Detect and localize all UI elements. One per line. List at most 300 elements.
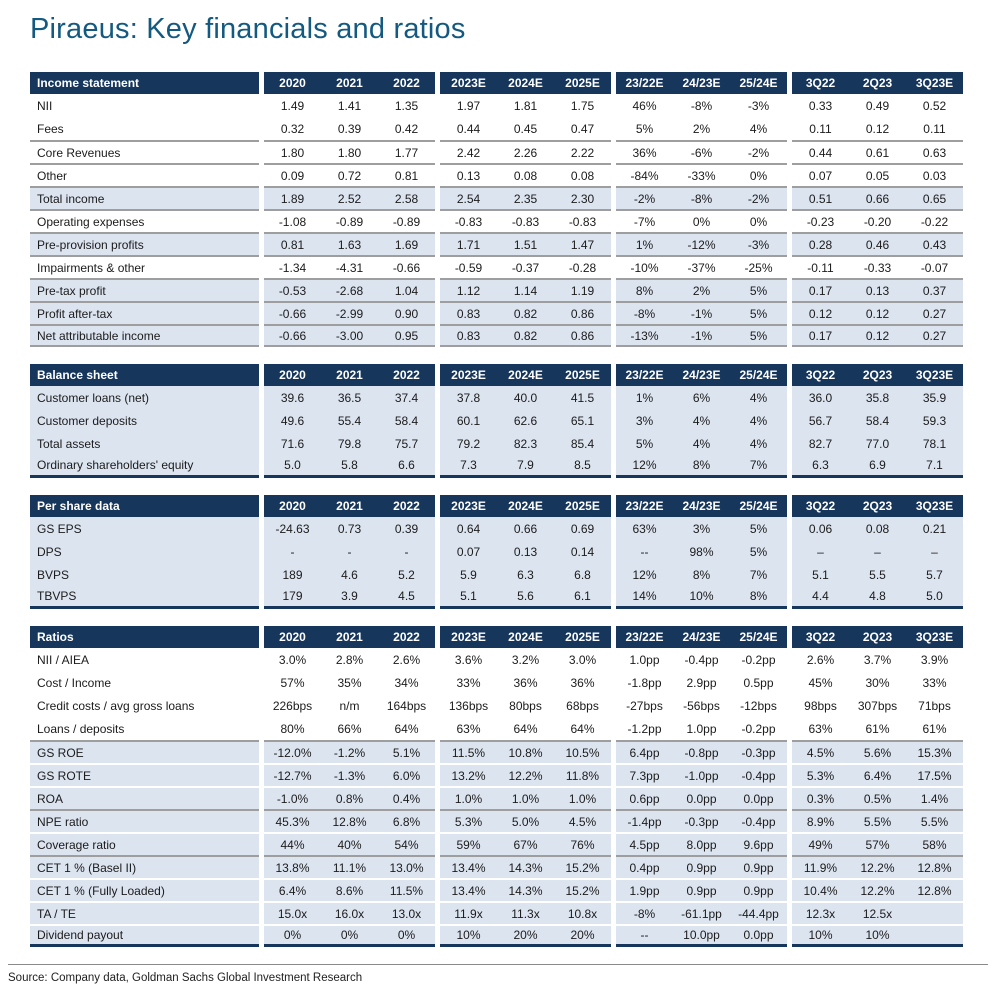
value-cell: 2.8% [335,652,364,667]
table-row-loans-deposits [30,717,966,740]
column-header: 2020 [264,364,321,386]
section-title: Ratios [30,626,259,648]
value-cell: 5.6 [497,586,554,609]
value-cell: 1.4% [906,786,963,809]
table-row-roa [30,786,966,809]
value-cell: 13.8% [264,855,321,878]
value-cell: 46% [632,98,657,113]
value-cell: 5.1 [792,563,849,586]
table-row-nii [30,94,966,117]
value-cell: 36% [570,675,595,690]
column-header: 2025E [554,626,611,648]
value-cell: 0.66 [497,517,554,540]
value-cell: 17.5% [906,763,963,786]
value-cell: 98bps [804,698,837,713]
value-cell: 0% [730,163,787,186]
value-cell: 226bps [272,698,313,713]
value-cell: - [378,540,435,563]
table-row-pre-tax-profit [30,278,966,301]
value-cell: 0.6pp [616,786,673,809]
value-cell: 7% [730,563,787,586]
value-cell: 0.12 [792,301,849,324]
value-cell: 12.2% [497,763,554,786]
column-header: 3Q22 [792,495,849,517]
column-header: 2023E [440,72,497,94]
value-cell: 16.0x [321,901,378,924]
value-cell: -4.31 [321,255,378,278]
table-row-dps [30,540,966,563]
value-cell: 4.8 [849,586,906,609]
row-label: Pre-provision profits [30,232,259,255]
row-label: Ordinary shareholders' equity [30,455,259,478]
value-cell: -0.83 [554,209,611,232]
column-header: 3Q22 [792,364,849,386]
value-cell: 8% [673,455,730,478]
section-title: Balance sheet [30,364,259,386]
table-row-profit-after-tax [30,301,966,324]
table-row-total-assets [30,432,966,455]
value-cell: 4.4 [792,586,849,609]
column-header: 2024E [497,364,554,386]
value-cell: 5% [730,517,787,540]
value-cell: 55.4 [321,409,378,432]
value-cell: -2% [616,186,673,209]
value-cell: -0.22 [906,209,963,232]
column-header: 3Q23E [906,495,963,517]
value-cell: 78.1 [906,432,963,455]
value-cell: 14.3% [497,878,554,901]
table-row-npe-ratio [30,809,966,832]
column-header: 2025E [554,495,611,517]
value-cell: 36.5 [321,386,378,409]
value-cell: 4.5 [378,586,435,609]
financial-tables [30,72,966,947]
value-cell: 98% [673,540,730,563]
value-cell: -0.89 [378,209,435,232]
value-cell: 6.0% [378,763,435,786]
value-cell: 0.61 [849,140,906,163]
value-cell: 6.8% [378,809,435,832]
value-cell: 6.4% [264,878,321,901]
column-header: 3Q23E [906,626,963,648]
value-cell: 10.8% [497,740,554,763]
value-cell: 4.5% [554,809,611,832]
value-cell: 37.4 [378,386,435,409]
row-label: Cost / Income [37,675,112,690]
value-cell: 40% [321,832,378,855]
value-cell: 7.1 [906,455,963,478]
row-label: Credit costs / avg gross loans [37,698,195,713]
value-cell: -24.63 [264,517,321,540]
value-cell: 0.27 [906,301,963,324]
value-cell: 0.08 [497,163,554,186]
value-cell: 1.63 [321,232,378,255]
column-header: 3Q22 [792,626,849,648]
value-cell: 2% [673,278,730,301]
value-cell: 68bps [566,698,599,713]
value-cell: 12.8% [321,809,378,832]
value-cell: 13.0% [378,855,435,878]
value-cell: 0% [264,924,321,947]
table-row-cet-1-basel-ii [30,855,966,878]
value-cell: 5% [730,278,787,301]
value-cell: -0.2pp [741,652,776,667]
value-cell: 1.0pp [629,652,660,667]
value-cell: 1.0pp [686,721,717,736]
column-header: 2020 [264,495,321,517]
column-header: 25/24E [730,626,787,648]
table-row-credit-costs-avg-gross-loans [30,694,966,717]
value-cell: 79.8 [321,432,378,455]
value-cell: 0.51 [792,186,849,209]
value-cell: 85.4 [554,432,611,455]
value-cell: 1.89 [264,186,321,209]
value-cell: 3.2% [511,652,540,667]
value-cell: 14.3% [497,855,554,878]
value-cell: -56bps [683,698,720,713]
value-cell: 63% [808,721,833,736]
value-cell: -1.8pp [627,675,662,690]
value-cell: 0.82 [497,324,554,347]
value-cell: 11.1% [321,855,378,878]
value-cell: 80% [280,721,305,736]
value-cell: -0.2pp [741,721,776,736]
value-cell: 2.22 [554,140,611,163]
table-row-gs-roe [30,740,966,763]
source-note: Source: Company data, Goldman Sachs Global Investment Research [8,964,988,984]
value-cell: 60.1 [440,409,497,432]
value-cell: 13.0x [378,901,435,924]
value-cell: -0.8pp [673,740,730,763]
value-cell: 6.1 [554,586,611,609]
value-cell: 5% [730,301,787,324]
value-cell: 0.05 [849,163,906,186]
value-cell: 82.7 [792,432,849,455]
value-cell: 8% [730,586,787,609]
value-cell: 5.0 [906,586,963,609]
value-cell: 57% [280,675,305,690]
value-cell: 0.42 [394,121,419,136]
value-cell: -0.83 [497,209,554,232]
value-cell: -0.66 [378,255,435,278]
value-cell: 0.3% [792,786,849,809]
value-cell: 4% [673,409,730,432]
value-cell: 59.3 [906,409,963,432]
value-cell: 179 [264,586,321,609]
table-row-ordinary-shareholders-equity [30,455,966,478]
table-row-fees [30,117,966,140]
value-cell: -10% [616,255,673,278]
column-header: 24/23E [673,626,730,648]
value-cell: 44% [264,832,321,855]
value-cell: 11.8% [554,763,611,786]
value-cell: -2% [730,140,787,163]
value-cell: -7% [616,209,673,232]
value-cell: 13.2% [440,763,497,786]
value-cell: 0.81 [378,163,435,186]
value-cell: -0.3pp [730,740,787,763]
table-row-tbvps [30,586,966,609]
value-cell: -0.07 [906,255,963,278]
value-cell: 54% [378,832,435,855]
value-cell: -8% [673,186,730,209]
value-cell: 2.26 [497,140,554,163]
value-cell: 0.5pp [743,675,774,690]
value-cell: 10% [849,924,906,947]
value-cell: 4% [749,121,768,136]
value-cell: 136bps [448,698,489,713]
row-label: Total income [30,186,259,209]
value-cell: 40.0 [497,386,554,409]
value-cell: 0.08 [554,163,611,186]
value-cell: 2.6% [806,652,835,667]
column-header: 2024E [497,72,554,94]
value-cell: 189 [264,563,321,586]
value-cell: -0.28 [554,255,611,278]
value-cell: 6.3 [497,563,554,586]
value-cell: 0.12 [849,301,906,324]
value-cell: 10% [792,924,849,947]
row-label: Loans / deposits [37,721,125,736]
value-cell: 0.11 [809,121,832,136]
value-cell: 9.6pp [730,832,787,855]
value-cell: 12.8% [906,878,963,901]
section-header-row [30,495,966,517]
value-cell: 36.0 [792,386,849,409]
column-header: 3Q23E [906,364,963,386]
row-label: BVPS [30,563,259,586]
value-cell: 1.0% [554,786,611,809]
value-cell: 58% [906,832,963,855]
value-cell: n/m [339,698,360,713]
value-cell: 12% [616,563,673,586]
table-row-cet-1-fully-loaded [30,878,966,901]
value-cell: 33% [456,675,481,690]
value-cell: 4.5pp [616,832,673,855]
value-cell: 0.33 [808,98,833,113]
value-cell: 4.6 [321,563,378,586]
section-balance-sheet [30,364,966,478]
value-cell: 0% [730,209,787,232]
value-cell: 56.7 [792,409,849,432]
value-cell: 0.0pp [673,786,730,809]
value-cell: 65.1 [554,409,611,432]
value-cell: 5% [635,121,654,136]
value-cell: 0.17 [792,278,849,301]
value-cell: 14% [616,586,673,609]
value-cell: 12.2% [849,855,906,878]
value-cell: 57% [849,832,906,855]
value-cell: 49.6 [264,409,321,432]
row-label: NII / AIEA [37,652,90,667]
value-cell: 35.8 [849,386,906,409]
value-cell: 15.2% [554,855,611,878]
value-cell: 0.13 [440,163,497,186]
value-cell: 0.03 [906,163,963,186]
value-cell: 6.3 [792,455,849,478]
value-cell: 82.3 [497,432,554,455]
value-cell: 0.52 [922,98,947,113]
value-cell: -1.3% [321,763,378,786]
value-cell: 61% [865,721,890,736]
value-cell: 1.69 [378,232,435,255]
value-cell: -1.34 [264,255,321,278]
row-label: Net attributable income [30,324,259,347]
value-cell: -0.11 [792,255,849,278]
value-cell: 3.9% [920,652,949,667]
value-cell: -0.89 [321,209,378,232]
column-header: 23/22E [616,364,673,386]
value-cell: 5.1% [378,740,435,763]
value-cell: -- [616,924,673,947]
value-cell: -2% [730,186,787,209]
value-cell: 0.86 [554,324,611,347]
value-cell: 12.2% [849,878,906,901]
row-label: Impairments & other [30,255,259,278]
value-cell: 0.8% [321,786,378,809]
row-label: TBVPS [30,586,259,609]
value-cell: 41.5 [554,386,611,409]
value-cell: 71bps [918,698,951,713]
column-header: 25/24E [730,364,787,386]
value-cell: 6.9 [849,455,906,478]
table-row-coverage-ratio [30,832,966,855]
value-cell: 15.0x [264,901,321,924]
value-cell: 0.66 [849,186,906,209]
value-cell: 11.3x [497,901,554,924]
value-cell: 0.43 [906,232,963,255]
value-cell: 12.3x [792,901,849,924]
value-cell: 0.69 [554,517,611,540]
value-cell: 5% [616,432,673,455]
value-cell: 0.13 [497,540,554,563]
section-ratios [30,626,966,947]
column-header: 2022 [378,364,435,386]
value-cell: 11.5% [440,740,497,763]
value-cell: 11.9% [792,855,849,878]
value-cell: 1.0% [497,786,554,809]
value-cell: 4.5% [792,740,849,763]
value-cell: 1% [616,386,673,409]
value-cell: 2.42 [440,140,497,163]
value-cell: -0.3pp [673,809,730,832]
table-row-pre-provision-profits [30,232,966,255]
value-cell: 0.90 [378,301,435,324]
column-header: 2021 [321,626,378,648]
value-cell: 0.4pp [616,855,673,878]
value-cell: 0.47 [570,121,595,136]
value-cell: 5.0 [264,455,321,478]
value-cell: 0.0pp [730,786,787,809]
value-cell: 0.9pp [730,855,787,878]
value-cell: 15.2% [554,878,611,901]
table-row-dividend-payout [30,924,966,947]
value-cell: -0.20 [849,209,906,232]
row-label: NII [37,98,53,113]
value-cell: 71.6 [264,432,321,455]
value-cell: -0.23 [792,209,849,232]
row-label: NPE ratio [30,809,259,832]
value-cell: 64% [570,721,595,736]
value-cell: 13.4% [440,878,497,901]
value-cell: 4% [730,409,787,432]
value-cell: -1% [673,324,730,347]
value-cell: 4% [730,432,787,455]
value-cell: -12.0% [264,740,321,763]
value-cell: 1.80 [321,140,378,163]
value-cell: 3.9 [321,586,378,609]
value-cell: 0% [321,924,378,947]
value-cell: 0.07 [792,163,849,186]
section-header-row [30,72,966,94]
value-cell: 3% [616,409,673,432]
value-cell: -2.68 [321,278,378,301]
value-cell: 1.41 [337,98,362,113]
value-cell: 33% [922,675,947,690]
value-cell: -6% [673,140,730,163]
value-cell: - [264,540,321,563]
value-cell: 0.4% [378,786,435,809]
table-row-cost-income [30,671,966,694]
section-title: Per share data [30,495,259,517]
section-header-row [30,626,966,648]
table-row-gs-rote [30,763,966,786]
value-cell: 0.06 [792,517,849,540]
value-cell: 36% [616,140,673,163]
table-row-gs-eps [30,517,966,540]
value-cell: 1.49 [280,98,305,113]
column-header: 23/22E [616,495,673,517]
value-cell: – [849,540,906,563]
row-label: TA / TE [30,901,259,924]
row-label: CET 1 % (Fully Loaded) [30,878,259,901]
value-cell: 0.46 [849,232,906,255]
table-row-customer-deposits [30,409,966,432]
value-cell: 0.95 [378,324,435,347]
value-cell: 20% [554,924,611,947]
table-row-ta-te [30,901,966,924]
value-cell: 39.6 [264,386,321,409]
value-cell [906,901,963,924]
value-cell: -27bps [626,698,663,713]
value-cell: 0.45 [513,121,538,136]
value-cell: 0% [673,209,730,232]
value-cell: -25% [730,255,787,278]
column-header: 2022 [378,72,435,94]
row-label: Operating expenses [30,209,259,232]
value-cell: 11.9x [440,901,497,924]
value-cell: -0.4pp [730,809,787,832]
row-label: GS ROE [30,740,259,763]
value-cell: 3.7% [863,652,892,667]
value-cell: 0.49 [865,98,890,113]
value-cell: 5.3% [792,763,849,786]
row-label: GS ROTE [30,763,259,786]
value-cell: 1.71 [440,232,497,255]
value-cell: 2.52 [321,186,378,209]
value-cell: 0.65 [906,186,963,209]
value-cell: 1.19 [554,278,611,301]
value-cell: -37% [673,255,730,278]
column-header: 2023E [440,495,497,517]
value-cell: 5.9 [440,563,497,586]
value-cell: 64% [513,721,538,736]
column-header: 2021 [321,72,378,94]
value-cell: 0.28 [792,232,849,255]
value-cell: 15.3% [906,740,963,763]
column-header: 25/24E [730,72,787,94]
value-cell: -12.7% [264,763,321,786]
